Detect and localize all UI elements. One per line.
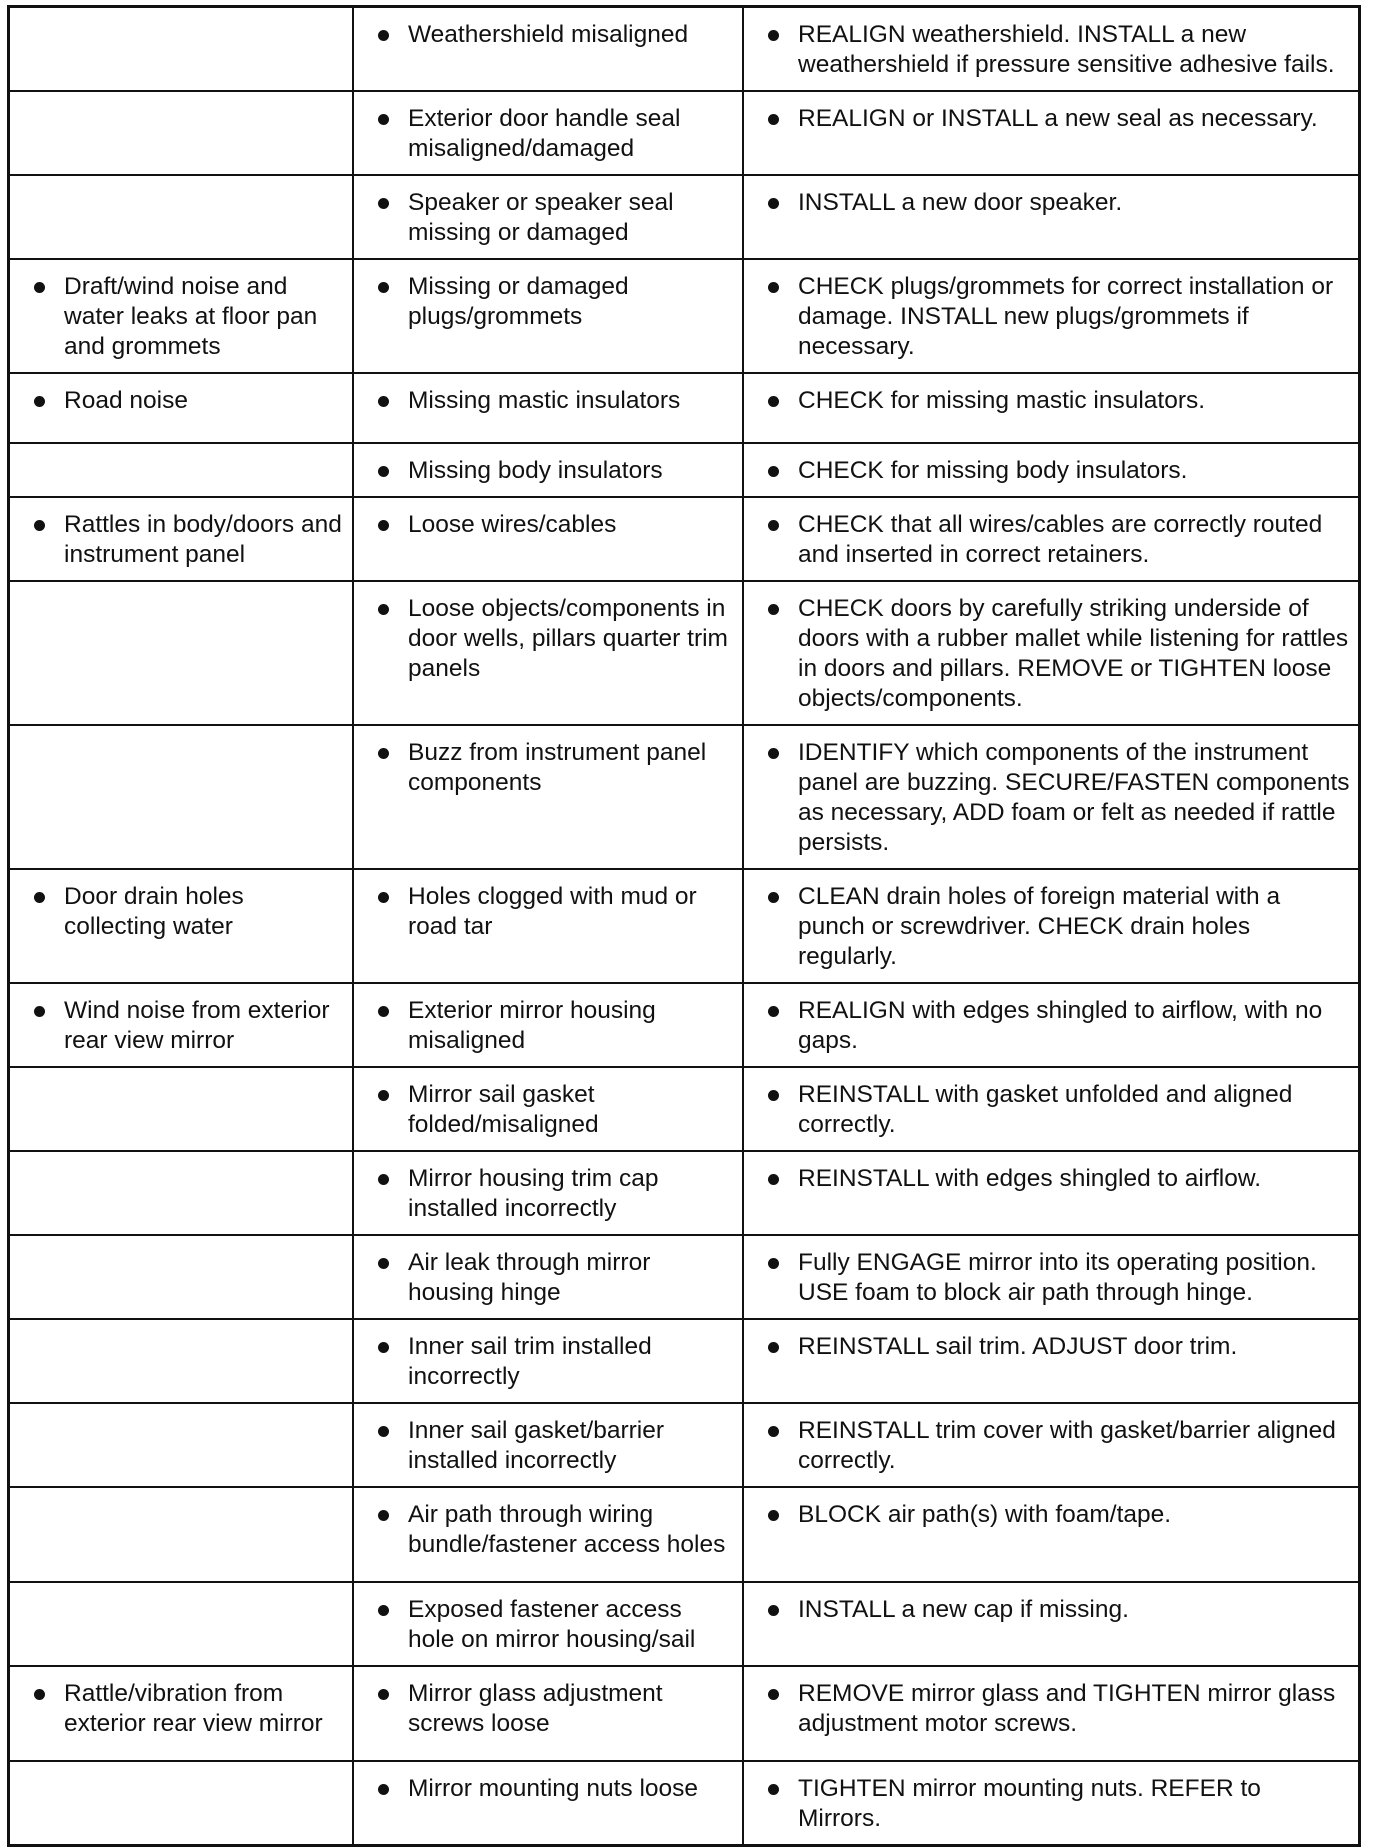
table-row <box>9 443 1360 497</box>
table-row <box>9 1151 1360 1235</box>
bullet-icon <box>378 748 389 759</box>
bullet-icon <box>378 1090 389 1101</box>
cause-item <box>368 1595 734 1655</box>
cause-item <box>368 386 734 416</box>
table-row <box>9 1319 1360 1403</box>
cause-item <box>368 882 734 942</box>
table-row <box>9 1582 1360 1666</box>
bullet-icon <box>378 282 389 293</box>
cause-text: Speaker or speaker seal missing or damaged <box>408 189 674 246</box>
bullet-icon <box>378 520 389 531</box>
cause-item <box>368 510 734 540</box>
condition-item <box>24 1679 344 1739</box>
cause-cell <box>353 443 743 497</box>
action-text: INSTALL a new cap if missing. <box>798 1596 1129 1623</box>
action-cell <box>743 91 1360 175</box>
action-text: REALIGN or INSTALL a new seal as necessary. <box>798 105 1318 132</box>
condition-item <box>24 882 344 942</box>
condition-cell <box>9 1067 354 1151</box>
action-text: INSTALL a new door speaker. <box>798 189 1123 216</box>
condition-cell <box>9 7 354 92</box>
condition-item <box>24 386 344 416</box>
bullet-icon <box>768 748 779 759</box>
condition-cell <box>9 1761 354 1846</box>
condition-cell <box>9 1403 354 1487</box>
bullet-icon <box>378 396 389 407</box>
action-text: IDENTIFY which components of the instrument panel are buzzing. SECURE/FASTEN components as necessary, ADD foam or felt as needed if rattle persists. <box>798 739 1350 856</box>
action-cell <box>743 1067 1360 1151</box>
table-row <box>9 869 1360 983</box>
cause-text: Holes clogged with mud or road tar <box>408 883 697 940</box>
condition-item <box>24 272 344 362</box>
bullet-icon <box>34 396 45 407</box>
action-item <box>758 272 1350 362</box>
cause-cell <box>353 725 743 869</box>
bullet-icon <box>768 604 779 615</box>
bullet-icon <box>34 1006 45 1017</box>
action-cell <box>743 259 1360 373</box>
action-text: REINSTALL trim cover with gasket/barrier aligned correctly. <box>798 1417 1336 1474</box>
cause-text: Mirror glass adjustment screws loose <box>408 1680 663 1737</box>
bullet-icon <box>768 282 779 293</box>
cause-cell <box>353 259 743 373</box>
table-row <box>9 1761 1360 1846</box>
action-item <box>758 1500 1350 1530</box>
cause-cell <box>353 1319 743 1403</box>
table-row <box>9 497 1360 581</box>
action-cell <box>743 1666 1360 1761</box>
table-row <box>9 1487 1360 1582</box>
bullet-icon <box>768 114 779 125</box>
table-row <box>9 1403 1360 1487</box>
cause-text: Exposed fastener access hole on mirror housing/sail <box>408 1596 696 1653</box>
bullet-icon <box>378 892 389 903</box>
bullet-icon <box>34 520 45 531</box>
condition-text: Rattles in body/doors and instrument panel <box>64 511 342 568</box>
cause-item <box>368 188 734 248</box>
cause-text: Buzz from instrument panel components <box>408 739 707 796</box>
bullet-icon <box>768 520 779 531</box>
condition-cell <box>9 1151 354 1235</box>
bullet-icon <box>378 198 389 209</box>
bullet-icon <box>34 282 45 293</box>
bullet-icon <box>378 30 389 41</box>
cause-text: Inner sail trim installed incorrectly <box>408 1333 652 1390</box>
action-cell <box>743 983 1360 1067</box>
cause-item <box>368 1248 734 1308</box>
table-row <box>9 1235 1360 1319</box>
action-text: CHECK plugs/grommets for correct installation or damage. INSTALL new plugs/grommets if necessary. <box>798 273 1334 360</box>
cause-cell <box>353 581 743 725</box>
cause-text: Mirror sail gasket folded/misaligned <box>408 1081 599 1138</box>
action-text: REALIGN weathershield. INSTALL a new weathershield if pressure sensitive adhesive fails. <box>798 21 1335 78</box>
condition-text: Draft/wind noise and water leaks at floor pan and grommets <box>64 273 318 360</box>
cause-item <box>368 1679 734 1739</box>
bullet-icon <box>768 1342 779 1353</box>
bullet-icon <box>768 1006 779 1017</box>
cause-text: Missing or damaged plugs/grommets <box>408 273 629 330</box>
cause-item <box>368 456 734 486</box>
bullet-icon <box>34 1689 45 1700</box>
cause-text: Loose objects/components in door wells, pillars quarter trim panels <box>408 595 728 682</box>
condition-text: Road noise <box>64 387 188 414</box>
action-cell <box>743 1403 1360 1487</box>
action-item <box>758 1416 1350 1476</box>
condition-cell <box>9 1235 354 1319</box>
cause-item <box>368 104 734 164</box>
cause-item <box>368 738 734 798</box>
table-row <box>9 581 1360 725</box>
cause-cell <box>353 1151 743 1235</box>
bullet-icon <box>378 1784 389 1795</box>
bullet-icon <box>768 1258 779 1269</box>
action-text: REALIGN with edges shingled to airflow, with no gaps. <box>798 997 1323 1054</box>
bullet-icon <box>768 30 779 41</box>
cause-cell <box>353 1666 743 1761</box>
action-text: REINSTALL with gasket unfolded and aligned correctly. <box>798 1081 1293 1138</box>
action-cell <box>743 443 1360 497</box>
cause-item <box>368 1416 734 1476</box>
action-cell <box>743 1761 1360 1846</box>
cause-cell <box>353 175 743 259</box>
bullet-icon <box>378 1174 389 1185</box>
action-item <box>758 1332 1350 1362</box>
action-text: Fully ENGAGE mirror into its operating position. USE foam to block air path through hinge. <box>798 1249 1317 1306</box>
action-text: CHECK for missing mastic insulators. <box>798 387 1206 414</box>
action-text: REMOVE mirror glass and TIGHTEN mirror glass adjustment motor screws. <box>798 1680 1336 1737</box>
action-cell <box>743 175 1360 259</box>
action-cell <box>743 497 1360 581</box>
condition-cell <box>9 1582 354 1666</box>
cause-item <box>368 1332 734 1392</box>
cause-cell <box>353 1235 743 1319</box>
action-item <box>758 510 1350 570</box>
cause-cell <box>353 497 743 581</box>
action-cell <box>743 1582 1360 1666</box>
bullet-icon <box>378 1510 389 1521</box>
action-text: REINSTALL sail trim. ADJUST door trim. <box>798 1333 1238 1360</box>
table-row <box>9 91 1360 175</box>
action-item <box>758 996 1350 1056</box>
bullet-icon <box>768 1426 779 1437</box>
cause-cell <box>353 91 743 175</box>
action-text: CHECK that all wires/cables are correctly routed and inserted in correct retainers. <box>798 511 1323 568</box>
cause-item <box>368 996 734 1056</box>
condition-cell <box>9 581 354 725</box>
action-text: CLEAN drain holes of foreign material with a punch or screwdriver. CHECK drain holes regularly. <box>798 883 1281 970</box>
table-row <box>9 725 1360 869</box>
condition-cell <box>9 497 354 581</box>
action-item <box>758 386 1350 416</box>
cause-cell <box>353 1403 743 1487</box>
diagnosis-table <box>7 5 1361 1847</box>
table-row <box>9 1067 1360 1151</box>
bullet-icon <box>768 892 779 903</box>
action-cell <box>743 1235 1360 1319</box>
cause-text: Missing mastic insulators <box>408 387 681 414</box>
cause-cell <box>353 1761 743 1846</box>
cause-cell <box>353 1067 743 1151</box>
cause-item <box>368 1500 734 1560</box>
condition-cell <box>9 373 354 443</box>
action-item <box>758 104 1350 134</box>
bullet-icon <box>378 1342 389 1353</box>
cause-text: Missing body insulators <box>408 457 663 484</box>
condition-cell <box>9 1666 354 1761</box>
cause-item <box>368 20 734 50</box>
bullet-icon <box>34 892 45 903</box>
action-cell <box>743 725 1360 869</box>
action-item <box>758 456 1350 486</box>
table-row <box>9 259 1360 373</box>
bullet-icon <box>768 466 779 477</box>
action-item <box>758 1080 1350 1140</box>
bullet-icon <box>768 1784 779 1795</box>
condition-text: Wind noise from exterior rear view mirror <box>64 997 330 1054</box>
cause-text: Exterior mirror housing misaligned <box>408 997 656 1054</box>
table-row <box>9 373 1360 443</box>
cause-text: Weathershield misaligned <box>408 21 689 48</box>
action-text: REINSTALL with edges shingled to airflow. <box>798 1165 1262 1192</box>
action-item <box>758 1595 1350 1625</box>
action-cell <box>743 1319 1360 1403</box>
bullet-icon <box>768 198 779 209</box>
cause-text: Mirror housing trim cap installed incorrectly <box>408 1165 659 1222</box>
cause-cell <box>353 1582 743 1666</box>
action-item <box>758 1679 1350 1739</box>
condition-cell <box>9 175 354 259</box>
cause-cell <box>353 373 743 443</box>
bullet-icon <box>768 1605 779 1616</box>
cause-text: Inner sail gasket/barrier installed incorrectly <box>408 1417 665 1474</box>
condition-cell <box>9 869 354 983</box>
cause-text: Exterior door handle seal misaligned/damaged <box>408 105 681 162</box>
bullet-icon <box>378 114 389 125</box>
condition-cell <box>9 259 354 373</box>
condition-item <box>24 510 344 570</box>
cause-item <box>368 594 734 684</box>
action-cell <box>743 581 1360 725</box>
table-row <box>9 7 1360 92</box>
condition-cell <box>9 443 354 497</box>
condition-cell <box>9 91 354 175</box>
bullet-icon <box>768 1090 779 1101</box>
cause-item <box>368 1774 734 1804</box>
cause-cell <box>353 1487 743 1582</box>
bullet-icon <box>378 1006 389 1017</box>
action-item <box>758 1164 1350 1194</box>
bullet-icon <box>768 1689 779 1700</box>
action-text: CHECK for missing body insulators. <box>798 457 1188 484</box>
cause-cell <box>353 7 743 92</box>
condition-cell <box>9 1487 354 1582</box>
action-item <box>758 738 1350 858</box>
bullet-icon <box>378 1258 389 1269</box>
cause-text: Mirror mounting nuts loose <box>408 1775 699 1802</box>
condition-text: Door drain holes collecting water <box>64 883 244 940</box>
condition-item <box>24 996 344 1056</box>
cause-text: Air leak through mirror housing hinge <box>408 1249 651 1306</box>
action-text: BLOCK air path(s) with foam/tape. <box>798 1501 1172 1528</box>
action-item <box>758 1248 1350 1308</box>
bullet-icon <box>378 466 389 477</box>
cause-cell <box>353 869 743 983</box>
table-row <box>9 983 1360 1067</box>
table-body <box>9 7 1360 1846</box>
action-cell <box>743 1487 1360 1582</box>
cause-item <box>368 1164 734 1224</box>
action-cell <box>743 7 1360 92</box>
bullet-icon <box>378 1689 389 1700</box>
condition-text: Rattle/vibration from exterior rear view mirror <box>64 1680 323 1737</box>
cause-item <box>368 1080 734 1140</box>
table-row <box>9 1666 1360 1761</box>
action-cell <box>743 373 1360 443</box>
cause-text: Air path through wiring bundle/fastener access holes <box>408 1501 726 1558</box>
action-cell <box>743 869 1360 983</box>
bullet-icon <box>768 1510 779 1521</box>
bullet-icon <box>378 604 389 615</box>
action-item <box>758 188 1350 218</box>
action-item <box>758 20 1350 80</box>
condition-cell <box>9 725 354 869</box>
bullet-icon <box>378 1426 389 1437</box>
action-text: TIGHTEN mirror mounting nuts. REFER to Mirrors. <box>798 1775 1261 1832</box>
bullet-icon <box>768 396 779 407</box>
table-row <box>9 175 1360 259</box>
condition-cell <box>9 1319 354 1403</box>
action-item <box>758 1774 1350 1834</box>
bullet-icon <box>378 1605 389 1616</box>
action-item <box>758 882 1350 972</box>
action-cell <box>743 1151 1360 1235</box>
cause-item <box>368 272 734 332</box>
action-item <box>758 594 1350 714</box>
action-text: CHECK doors by carefully striking underside of doors with a rubber mallet while listening for rattles in doors and pillars. REMOVE or TIGHTEN loose objects/components. <box>798 595 1349 712</box>
condition-cell <box>9 983 354 1067</box>
cause-cell <box>353 983 743 1067</box>
cause-text: Loose wires/cables <box>408 511 617 538</box>
bullet-icon <box>768 1174 779 1185</box>
